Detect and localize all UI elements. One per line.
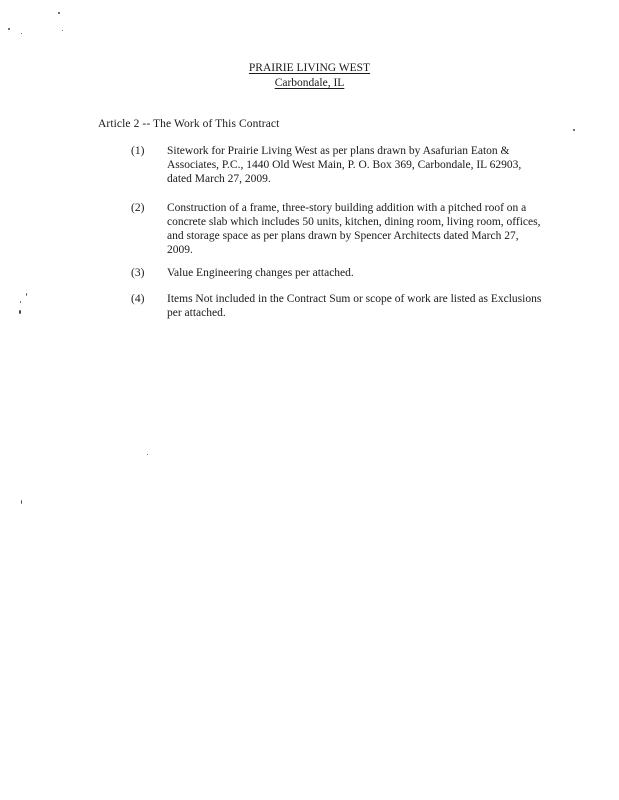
list-item-number: (3) (131, 267, 145, 279)
scan-speck (62, 30, 63, 31)
list-item-number: (4) (131, 293, 145, 305)
document-title (0, 61, 619, 75)
list-item-number: (1) (131, 145, 145, 157)
list-item-text: Items Not included in the Contract Sum or scope of work are listed as Exclusions per attached. (167, 293, 542, 319)
scan-speck (21, 500, 22, 504)
list-item-number: (2) (131, 202, 145, 214)
scan-speck (147, 454, 148, 455)
document-title-text: PRAIRIE LIVING WEST (248, 62, 371, 74)
article-heading: Article 2 -- The Work of This Contract (98, 118, 280, 130)
scan-speck (21, 33, 22, 34)
scan-speck (573, 129, 575, 131)
scan-speck (58, 12, 60, 14)
scan-speck (20, 301, 21, 303)
list-item-text: Value Engineering changes per attached. (167, 267, 354, 279)
list-item-text: Construction of a frame, three-story building addition with a pitched roof on a concrete slab which includes 50 units, kitchen, dining room, living room, offices, and storage space as per plans drawn by Spencer Architects dated March 27, 2009. (167, 202, 541, 256)
scan-speck (19, 310, 21, 314)
scan-speck (26, 293, 27, 296)
scan-speck (8, 28, 10, 30)
list-item-text: Sitework for Prairie Living West as per plans drawn by Asafurian Eaton & Associates, P.C., 1440 Old West Main, P. O. Box 369, Carbondale, IL 62903, dated March 27, 2009. (167, 145, 522, 185)
document-subtitle-text: Carbondale, IL (274, 77, 345, 89)
document-subtitle (0, 76, 619, 90)
